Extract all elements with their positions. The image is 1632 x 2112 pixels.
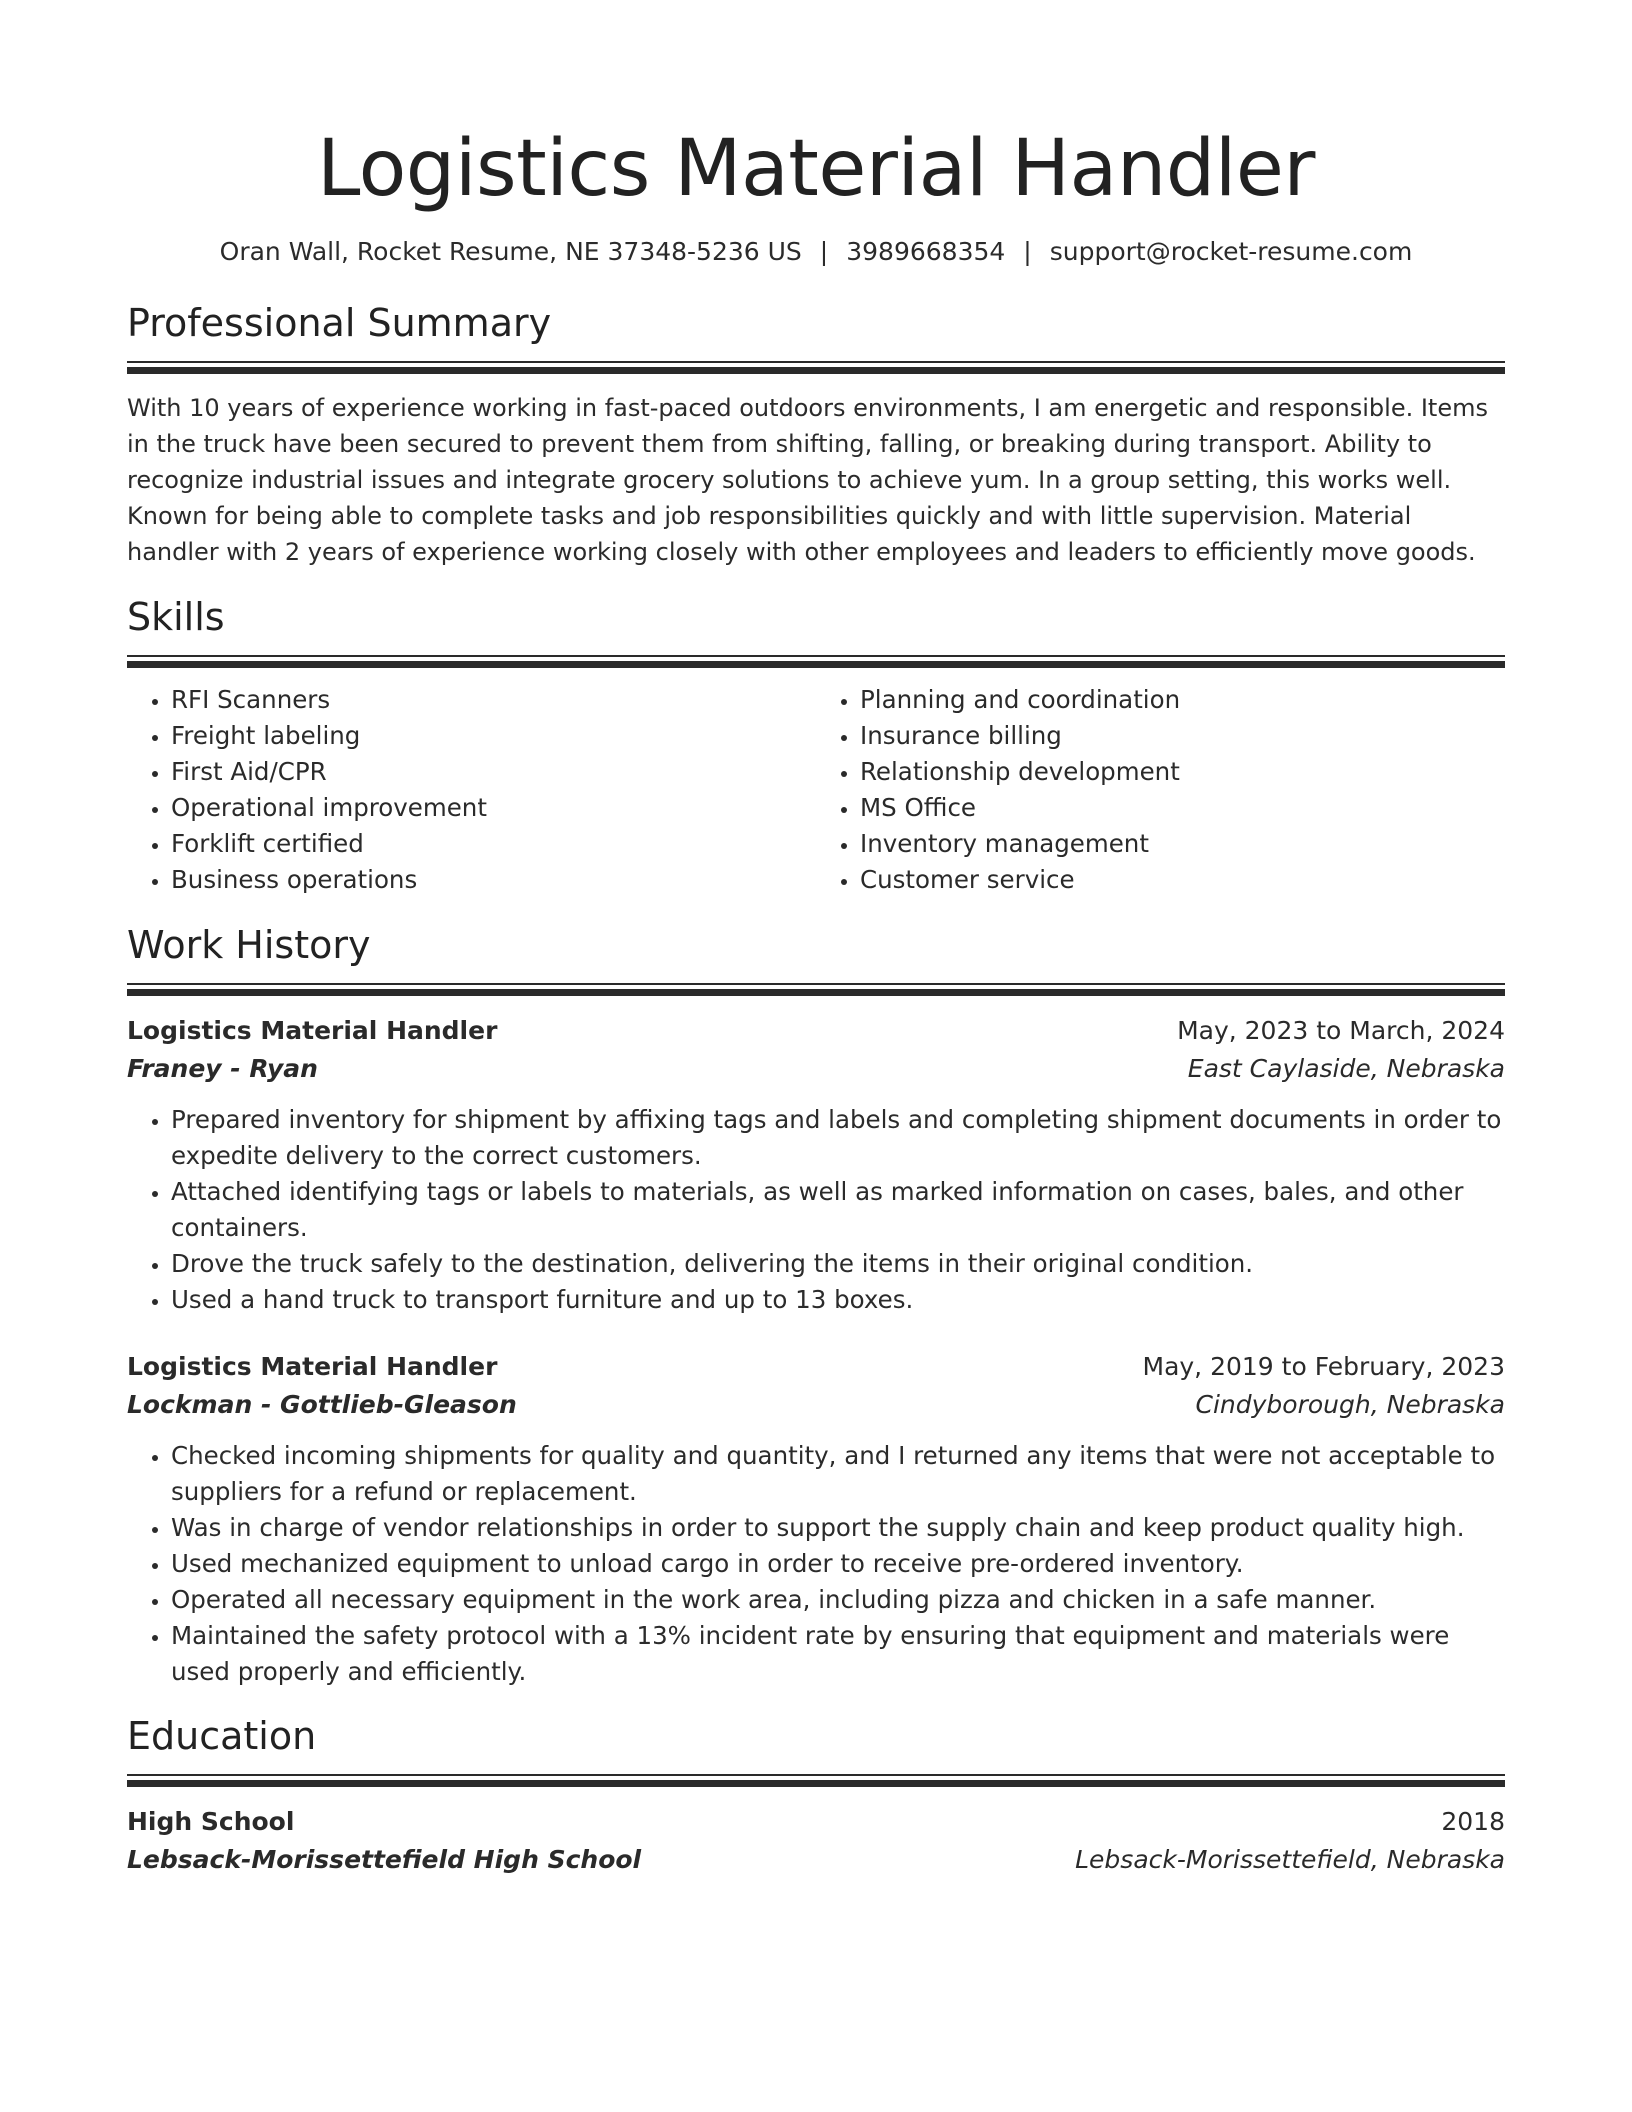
section-divider <box>127 1774 1505 1787</box>
education-subheader <box>127 1841 1505 1879</box>
section-title-summary: Professional Summary <box>127 301 552 345</box>
job-location: East Caylaside, Nebraska <box>1187 1054 1505 1083</box>
skills-list-left <box>127 682 816 898</box>
section-title-work-history: Work History <box>127 923 371 967</box>
skill-item: • First Aid/CPR <box>171 754 816 790</box>
section-title-education: Education <box>127 1714 317 1758</box>
job-header <box>127 1012 1505 1050</box>
job-bullet: • Checked incoming shipments for quality and quantity, and I returned any items that were not acceptable to suppliers for a refund or replacement. <box>171 1438 1505 1510</box>
skills-list-right <box>816 682 1505 898</box>
job-bullet: • Prepared inventory for shipment by affixing tags and labels and completing shipment documents in order to expedite delivery to the correct customers. <box>171 1102 1505 1174</box>
skill-item: • Customer service <box>860 862 1505 898</box>
education-degree: High School <box>127 1807 295 1836</box>
job-bullet: • Attached identifying tags or labels to materials, as well as marked information on cases, bales, and other containers. <box>171 1174 1505 1246</box>
education-section <box>127 1712 1505 1879</box>
section-title-skills: Skills <box>127 595 225 639</box>
education-entry <box>127 1803 1505 1879</box>
skill-item: • Operational improvement <box>171 790 816 826</box>
job-header <box>127 1348 1505 1386</box>
education-location: Lebsack-Morissettefield, Nebraska <box>1075 1845 1505 1874</box>
job-bullet: • Used mechanized equipment to unload cargo in order to receive pre-ordered inventory. <box>171 1546 1505 1582</box>
contact-line <box>127 236 1505 268</box>
summary-text: With 10 years of experience working in fast-paced outdoors environments, I am energetic and responsible. Items in the truck have been secured to prevent them from shifting, falling, or breaking during transport. Ability to recognize industrial issues and integrate grocery solutions to achieve yum. In a group setting, this works well. Known for being able to complete tasks and job responsibilities quickly and with little supervision. Material handler with 2 years of experience working closely with other employees and leaders to efficiently move goods. <box>127 394 1488 566</box>
skill-item: • Business operations <box>171 862 816 898</box>
skills-section <box>127 593 1505 898</box>
job-bullet: • Used a hand truck to transport furniture and up to 13 boxes. <box>171 1282 1505 1318</box>
job-bullet: • Was in charge of vendor relationships in order to support the supply chain and keep product quality high. <box>171 1510 1505 1546</box>
job-entry <box>127 1012 1505 1318</box>
contact-address: Oran Wall, Rocket Resume, NE 37348-5236 US <box>219 237 802 266</box>
skill-item: • RFI Scanners <box>171 682 816 718</box>
job-company: Lockman - Gottlieb-Gleason <box>127 1390 517 1419</box>
job-bullet: • Drove the truck safely to the destination, delivering the items in their original condition. <box>171 1246 1505 1282</box>
skill-item: • Insurance billing <box>860 718 1505 754</box>
section-divider <box>127 361 1505 374</box>
skill-item: • Inventory management <box>860 826 1505 862</box>
work-history-section <box>127 921 1505 1690</box>
job-subheader <box>127 1386 1505 1424</box>
job-company: Franey - Ryan <box>127 1054 318 1083</box>
job-bullets <box>127 1102 1505 1318</box>
skill-item: • Forklift certified <box>171 826 816 862</box>
contact-separator: | <box>1023 237 1032 266</box>
summary-section <box>127 299 1505 570</box>
job-subheader <box>127 1050 1505 1088</box>
contact-phone: 3989668354 <box>846 237 1006 266</box>
job-title: Logistics Material Handler <box>127 1016 498 1045</box>
job-location: Cindyborough, Nebraska <box>1195 1390 1505 1419</box>
education-header <box>127 1803 1505 1841</box>
contact-separator: | <box>819 237 829 266</box>
job-bullets <box>127 1438 1505 1690</box>
section-divider <box>127 983 1505 996</box>
skill-item: • MS Office <box>860 790 1505 826</box>
job-bullet: • Maintained the safety protocol with a 13% incident rate by ensuring that equipment and materials were used properly and efficiently. <box>171 1618 1505 1690</box>
education-year: 2018 <box>1441 1807 1505 1836</box>
job-dates: May, 2019 to February, 2023 <box>1142 1352 1505 1381</box>
resume-name: Logistics Material Handler <box>317 124 1315 214</box>
section-divider <box>127 655 1505 668</box>
job-entry <box>127 1348 1505 1690</box>
job-bullet: • Operated all necessary equipment in the work area, including pizza and chicken in a safe manner. <box>171 1582 1505 1618</box>
skill-item: • Freight labeling <box>171 718 816 754</box>
skill-item: • Relationship development <box>860 754 1505 790</box>
skill-item: • Planning and coordination <box>860 682 1505 718</box>
contact-email: support@rocket-resume.com <box>1049 237 1413 266</box>
education-school: Lebsack-Morissettefield High School <box>127 1845 642 1874</box>
job-title: Logistics Material Handler <box>127 1352 498 1381</box>
skills-grid <box>127 682 1505 898</box>
job-dates: May, 2023 to March, 2024 <box>1177 1016 1505 1045</box>
